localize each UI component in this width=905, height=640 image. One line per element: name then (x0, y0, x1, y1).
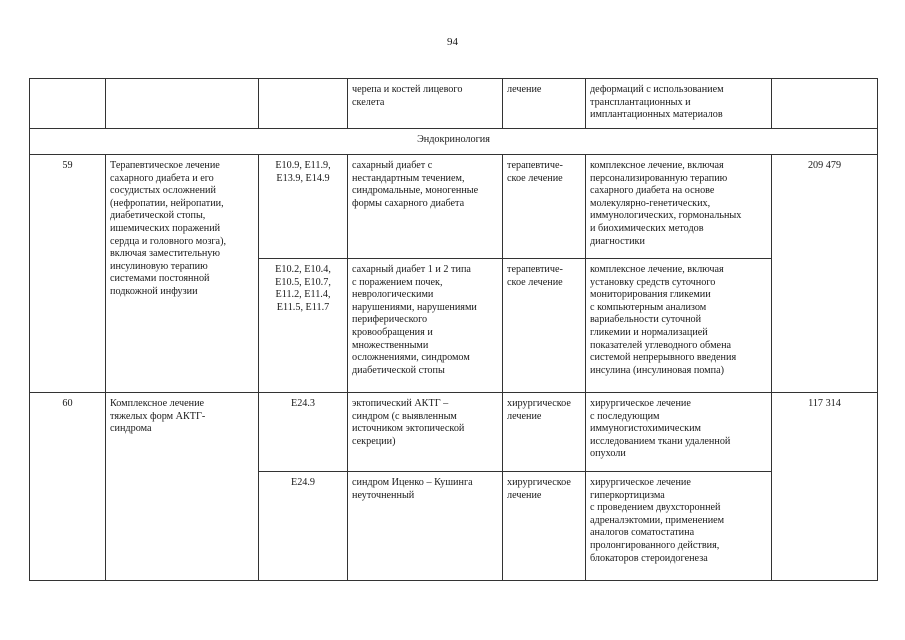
model-line: синдром (с выявленным (352, 410, 457, 422)
method-line: системой непрерывного введения (590, 352, 737, 364)
method-line: иммуногистохимическим (590, 423, 702, 435)
treatment-type-line: терапевтиче- (507, 160, 563, 171)
treatment-method (586, 259, 772, 393)
method-line: инсулина (инсулиновая помпа) (590, 364, 724, 376)
medical-care-table (29, 78, 878, 581)
group-name-line: диабетической стопы, (110, 210, 206, 222)
group-name-line: (нефропатии, нейропатии, (110, 197, 224, 209)
group-name-line: синдрома (110, 423, 152, 435)
icd-codes (259, 393, 348, 472)
section-title: Эндокринология (30, 129, 878, 155)
model-line: источником эктопической (352, 423, 465, 435)
method-line: пролонгированного действия, (590, 539, 720, 551)
group-name-line: инсулиновую терапию (110, 260, 208, 272)
icd-code-line: E24.9 (290, 477, 316, 488)
treatment-type-line: лечение (507, 489, 542, 501)
icd-code-line: E10.2, E10.4, (275, 264, 331, 275)
treatment-type-line: хирургическое (507, 477, 571, 488)
patient-model (348, 155, 503, 259)
group-number: 60 (30, 393, 106, 581)
icd-code-line: E13.9, E14.9 (276, 172, 330, 184)
method-line: деформаций с использованием (590, 84, 724, 95)
method-line: адреналэктомии, применением (590, 514, 725, 526)
method-line: диагностики (590, 235, 645, 247)
group-price: 209 479 (772, 155, 878, 393)
group-name-line: Терапевтическое лечение (110, 160, 220, 171)
group-name (106, 155, 259, 393)
method-line: аналогов соматостатина (590, 527, 695, 539)
model-line: сахарный диабет с (352, 160, 433, 171)
icd-code-line: E10.9, E11.9, (275, 160, 331, 171)
patient-model (348, 393, 503, 472)
method-line: гиперкортицизма (590, 489, 665, 501)
treatment-type-cell: лечение (503, 79, 586, 129)
model-line: синдром Иценко – Кушинга (352, 477, 473, 488)
section-row (30, 129, 878, 155)
method-cell (586, 79, 772, 129)
treatment-type (503, 472, 586, 581)
icd-codes (259, 472, 348, 581)
group-price: 117 314 (772, 393, 878, 581)
model-line: скелета (352, 96, 385, 108)
codes-cell (259, 79, 348, 129)
group-name-line: тяжелых форм АКТГ- (110, 410, 206, 422)
treatment-type (503, 393, 586, 472)
treatment-type-line: лечение (507, 410, 542, 422)
model-line: формы сахарного диабета (352, 197, 465, 209)
model-cell (348, 79, 503, 129)
method-line: сахарного диабета на основе (590, 185, 715, 197)
model-line: с поражением почек, (352, 276, 443, 288)
group-name-line: сердца и головного мозга), (110, 235, 227, 247)
method-line: опухоли (590, 448, 626, 460)
model-line: синдромальные, моногенные (352, 185, 479, 197)
number-cell (30, 79, 106, 129)
icd-codes (259, 259, 348, 393)
page-number: 94 (447, 36, 458, 48)
treatment-method (586, 155, 772, 259)
model-line: осложнениями, синдромом (352, 352, 470, 364)
model-line: нестандартным течением, (352, 172, 465, 184)
model-line: множественными (352, 339, 429, 351)
model-line: диабетической стопы (352, 364, 445, 376)
icd-code-line: E11.5, E11.7 (276, 301, 330, 313)
group-name-line: включая заместительную (110, 248, 220, 260)
method-line: комплексное лечение, включая (590, 160, 724, 171)
name-cell (106, 79, 259, 129)
method-line: и биохимических методов (590, 222, 704, 234)
treatment-method (586, 393, 772, 472)
group-name-line: подкожной инфузии (110, 285, 198, 297)
group-name-line: ишемических поражений (110, 222, 221, 234)
icd-code-line: E11.2, E11.4, (275, 289, 331, 301)
method-line: молекулярно-генетических, (590, 197, 711, 209)
method-line: блокаторов стероидогенеза (590, 552, 708, 564)
icd-code-line: E10.5, E10.7, (275, 276, 331, 288)
treatment-type (503, 259, 586, 393)
method-line: мониторирования гликемии (590, 289, 711, 301)
method-line: с последующим (590, 410, 660, 422)
treatment-type-line: ское лечение (507, 172, 563, 184)
method-line: установку средств суточного (590, 276, 716, 288)
method-line: иммунологических, гормональных (590, 210, 742, 222)
patient-model (348, 472, 503, 581)
group-name-line: сосудистых осложнений (110, 185, 216, 197)
method-line: с компьютерным анализом (590, 301, 707, 313)
table-row (30, 155, 878, 259)
price-cell (772, 79, 878, 129)
method-line: вариабельности суточной (590, 314, 702, 326)
model-line: сахарный диабет 1 и 2 типа (352, 264, 471, 275)
icd-codes (259, 155, 348, 259)
treatment-type-line: ское лечение (507, 276, 563, 288)
method-line: показателей углеводного обмена (590, 339, 732, 351)
icd-code-line: E24.3 (290, 398, 316, 409)
group-number: 59 (30, 155, 106, 393)
model-line: эктопический АКТГ – (352, 398, 449, 409)
group-name-line: Комплексное лечение (110, 398, 205, 409)
method-line: имплантационных материалов (590, 109, 723, 121)
patient-model (348, 259, 503, 393)
model-line: периферического (352, 314, 428, 326)
model-line: секреции) (352, 435, 396, 447)
method-line: исследованием ткани удаленной (590, 435, 731, 447)
method-line: с проведением двухсторонней (590, 502, 721, 514)
treatment-method (586, 472, 772, 581)
table-row (30, 393, 878, 472)
model-line: черепа и костей лицевого (352, 84, 463, 95)
method-line: комплексное лечение, включая (590, 264, 724, 275)
group-name-line: сахарного диабета и его (110, 172, 214, 184)
treatment-type-line: хирургическое (507, 398, 571, 409)
continuation-row (30, 79, 878, 129)
method-line: гликемии и нормализацией (590, 326, 708, 338)
model-line: неврологическими (352, 289, 434, 301)
method-line: хирургическое лечение (590, 398, 691, 409)
model-line: неуточненный (352, 489, 415, 501)
group-name (106, 393, 259, 581)
method-line: трансплантационных и (590, 96, 691, 108)
model-line: нарушениями, нарушениями (352, 301, 477, 313)
treatment-type (503, 155, 586, 259)
method-line: персонализированную терапию (590, 172, 728, 184)
model-line: кровообращения и (352, 326, 433, 338)
method-line: хирургическое лечение (590, 477, 691, 488)
treatment-type-line: терапевтиче- (507, 264, 563, 275)
group-name-line: системами постоянной (110, 273, 210, 285)
